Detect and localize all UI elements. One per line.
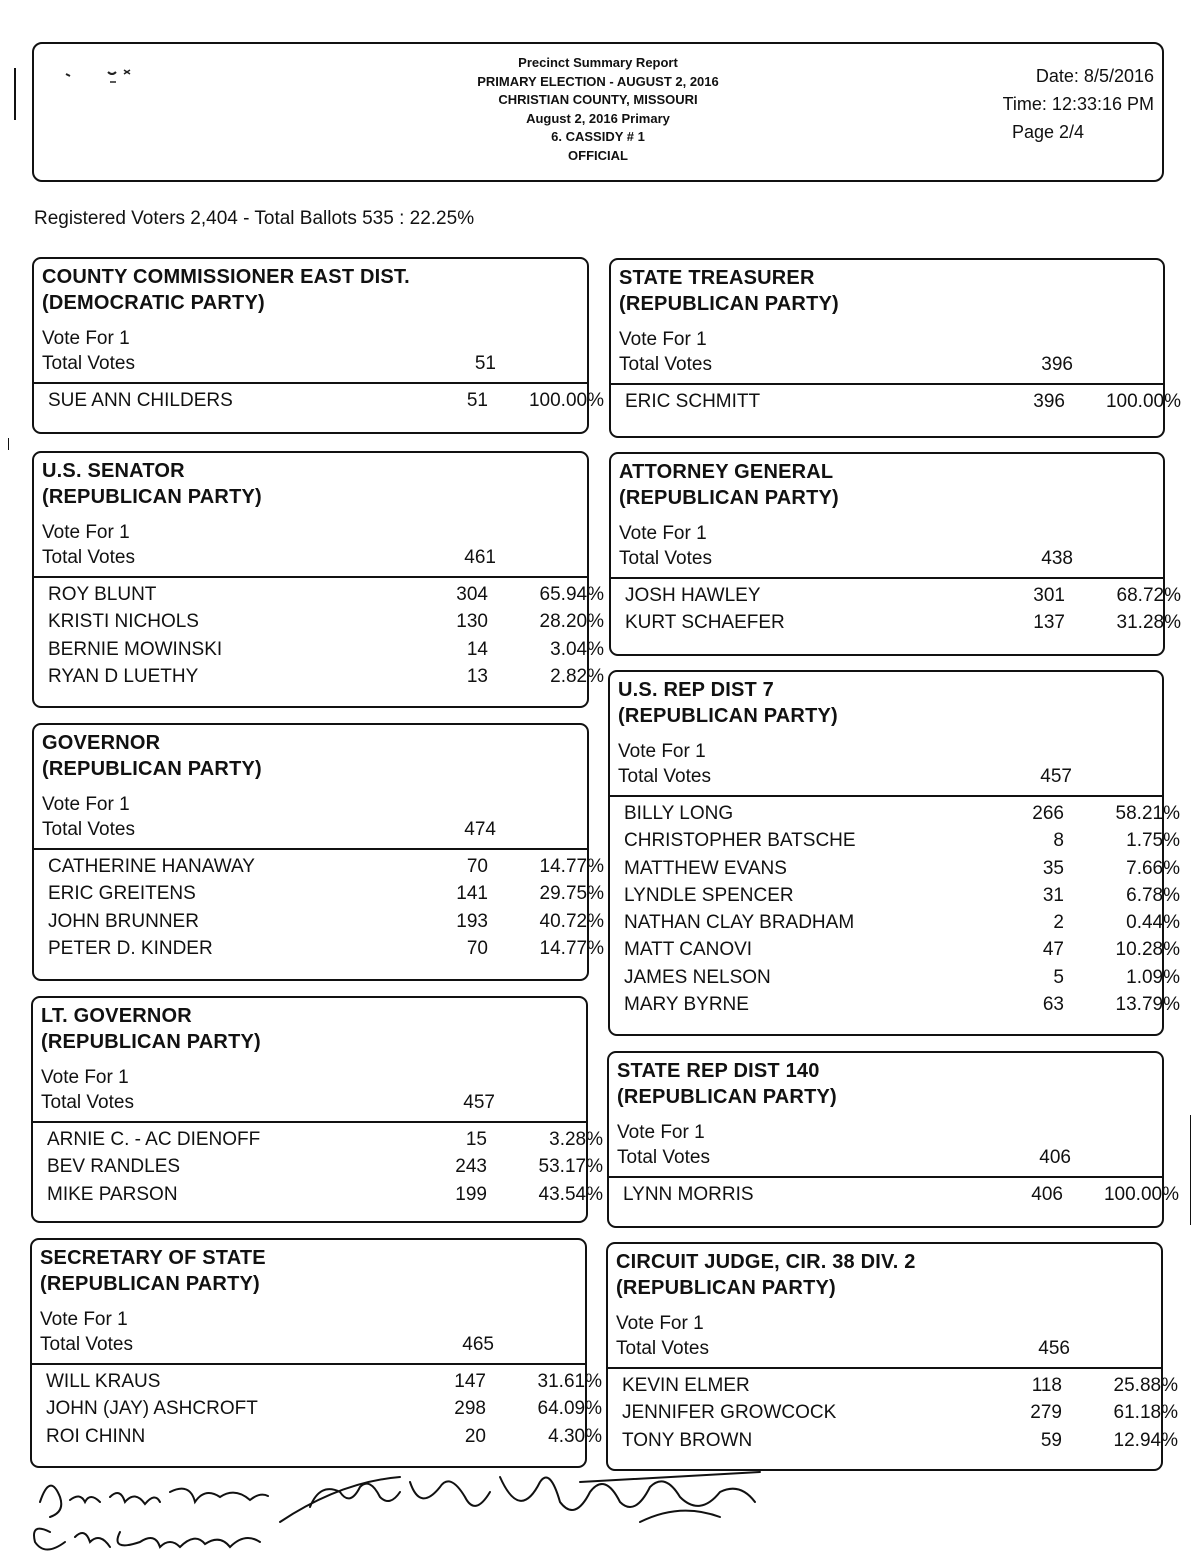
candidate-percent: 31.61% [537,1371,602,1392]
race-title [34,259,587,316]
race-party: (REPUBLICAN PARTY) [40,1273,260,1295]
candidate-row [608,1399,1178,1426]
race-party: (REPUBLICAN PARTY) [616,1277,836,1299]
total-votes-row [616,1336,1153,1362]
race-title [609,1053,1162,1110]
candidate-percent: 13.79% [1115,994,1180,1016]
candidate-name: MIKE PARSON [47,1183,178,1205]
candidate-votes: 130 [456,611,488,633]
candidate-votes: 147 [454,1371,486,1392]
report-page: Page 2/4 [1011,122,1084,142]
candidate-name: BILLY LONG [624,803,734,824]
race-party: (REPUBLICAN PARTY) [619,487,839,509]
candidate-percent: 25.88% [1113,1375,1178,1396]
candidate-votes: 51 [466,390,488,411]
race-box [609,258,1181,438]
candidate-votes: 141 [456,883,488,905]
candidate-row [610,827,1180,854]
candidate-name: PETER D. KINDER [48,937,213,959]
race-box [606,1242,1178,1471]
total-votes-value: 456 [1038,1338,1070,1359]
candidate-row [32,1368,602,1395]
candidate-percent: 2.82% [550,665,604,687]
race-title [611,454,1163,511]
race-title [33,998,586,1055]
candidate-name: JOHN BRUNNER [48,910,199,932]
candidate-percent: 14.77% [539,937,604,959]
candidate-row [610,909,1180,936]
race-office: COUNTY COMMISSIONER EAST DIST. [42,266,410,288]
total-votes-label: Total Votes [42,547,135,568]
heading-line: Precinct Summary Report [518,55,678,70]
total-votes-value: 461 [464,547,496,568]
candidate-votes: 137 [1033,612,1065,634]
total-votes-value: 438 [1041,548,1073,569]
vote-for-label: Vote For 1 [616,1313,704,1334]
candidate-row [32,1395,602,1422]
race-party: (DEMOCRATIC PARTY) [42,292,265,314]
race-office: GOVERNOR [42,732,161,754]
candidate-percent: 61.18% [1113,1402,1178,1424]
candidate-percent: 28.20% [539,611,604,633]
heading-line: PRIMARY ELECTION - AUGUST 2, 2016 [477,73,719,89]
candidate-votes: 243 [455,1156,487,1178]
candidate-name: SUE ANN CHILDERS [48,390,233,411]
heading-line: August 2, 2016 Primary [526,110,670,126]
candidate-votes: 70 [466,937,488,959]
candidate-row [610,936,1180,963]
candidate-percent: 58.21% [1115,803,1180,824]
total-votes-value: 465 [462,1334,494,1355]
candidate-name: LYNDLE SPENCER [624,884,794,906]
candidate-row [34,581,604,608]
registered-voters-summary: Registered Voters 2,404 - Total Ballots 535 : 22.25% [34,208,475,229]
candidate-name: KEVIN ELMER [622,1375,750,1396]
candidate-name: BERNIE MOWINSKI [48,638,223,660]
candidate-percent: 100.00% [1105,391,1181,412]
candidate-votes: 13 [466,665,488,687]
candidate-percent: 1.75% [1126,830,1180,852]
candidate-list [610,797,1180,1018]
race-meta [611,511,1163,572]
candidate-row [34,908,604,935]
candidate-name: LYNN MORRIS [623,1184,754,1205]
race-office: ATTORNEY GENERAL [619,461,834,483]
total-votes-row [618,764,1154,790]
candidate-row [34,608,604,635]
candidate-row [33,1126,603,1153]
total-votes-row [619,546,1155,572]
candidate-name: JENNIFER GROWCOCK [622,1402,837,1424]
race-office: LT. GOVERNOR [41,1005,192,1027]
race-title [611,260,1163,317]
candidate-percent: 12.94% [1113,1429,1178,1451]
candidate-name: MARY BYRNE [624,994,749,1016]
candidate-name: JAMES NELSON [624,966,771,988]
candidate-row [34,853,604,880]
report-date: Date: 8/5/2016 [1035,66,1154,86]
candidate-percent: 43.54% [538,1183,603,1205]
candidate-name: CATHERINE HANAWAY [48,856,255,877]
candidate-list [34,850,604,962]
total-votes-value: 474 [464,819,496,840]
candidate-list [611,385,1181,415]
race-office: U.S. SENATOR [42,460,185,482]
total-votes-value: 457 [1040,766,1072,787]
total-votes-label: Total Votes [40,1334,133,1355]
candidate-percent: 53.17% [538,1156,603,1178]
candidate-row [32,1423,602,1450]
vote-for-label: Vote For 1 [617,1122,705,1143]
candidate-row [609,1181,1179,1208]
candidate-votes: 5 [1053,966,1064,988]
race-meta [34,782,587,843]
total-votes-row [40,1332,577,1358]
candidate-name: MATTHEW EVANS [624,857,787,879]
candidate-name: CHRISTOPHER BATSCHE [624,830,856,852]
candidate-percent: 6.78% [1126,884,1180,906]
race-office: U.S. REP DIST 7 [618,679,775,701]
race-party: (REPUBLICAN PARTY) [618,705,838,727]
candidate-row [611,388,1181,415]
candidate-name: ERIC GREITENS [48,883,196,905]
candidate-row [611,582,1181,609]
heading-line: OFFICIAL [568,147,628,163]
race-party: (REPUBLICAN PARTY) [619,293,839,315]
candidate-votes: 199 [455,1183,487,1205]
candidate-name: RYAN D LUETHY [48,665,199,687]
candidate-percent: 100.00% [1103,1184,1179,1205]
candidate-percent: 65.94% [539,584,604,605]
candidate-votes: 20 [464,1425,486,1447]
candidate-votes: 8 [1053,830,1064,852]
race-box [31,996,603,1223]
candidate-list [611,579,1181,637]
race-box [609,452,1181,656]
vote-for-label: Vote For 1 [618,741,706,762]
report-header [32,42,1164,182]
total-votes-row [41,1090,578,1116]
race-meta [610,729,1162,790]
candidate-row [34,663,604,690]
candidate-name: WILL KRAUS [46,1371,161,1392]
candidate-row [33,1181,603,1208]
race-title [610,672,1162,729]
race-box [608,670,1180,1036]
race-meta [34,316,587,377]
vote-for-label: Vote For 1 [42,794,130,815]
race-box [32,451,604,708]
candidate-name: ERIC SCHMITT [625,391,761,412]
candidate-votes: 118 [1031,1375,1062,1396]
race-party: (REPUBLICAN PARTY) [617,1086,837,1108]
candidate-votes: 298 [454,1398,486,1420]
race-office: STATE TREASURER [619,267,815,289]
candidate-row [34,880,604,907]
candidate-percent: 68.72% [1116,585,1181,606]
candidate-row [33,1153,603,1180]
vote-for-label: Vote For 1 [42,522,130,543]
race-office: SECRETARY OF STATE [40,1247,266,1269]
candidate-percent: 100.00% [528,390,604,411]
total-votes-label: Total Votes [42,819,135,840]
margin-mark [1190,1115,1191,1225]
vote-for-label: Vote For 1 [42,328,130,349]
candidate-name: MATT CANOVI [624,939,753,961]
total-votes-label: Total Votes [42,353,135,374]
candidate-list [32,1365,602,1450]
candidate-list [33,1123,603,1208]
race-office: STATE REP DIST 140 [617,1060,820,1082]
candidate-percent: 31.28% [1116,612,1181,634]
candidate-votes: 396 [1033,391,1065,412]
total-votes-value: 406 [1039,1147,1071,1168]
margin-mark [14,68,16,120]
heading-line: CHRISTIAN COUNTY, MISSOURI [498,92,698,107]
total-votes-row [619,352,1155,378]
candidate-votes: 301 [1033,585,1065,606]
heading-line: 6. CASSIDY # 1 [551,129,645,144]
race-party: (REPUBLICAN PARTY) [42,758,262,780]
race-box [32,257,604,434]
candidate-list [609,1178,1179,1208]
candidate-row [608,1372,1178,1399]
race-title [608,1244,1161,1301]
race-party: (REPUBLICAN PARTY) [41,1031,261,1053]
candidate-list [608,1369,1178,1454]
candidate-percent: 29.75% [539,883,604,905]
candidate-name: KRISTI NICHOLS [48,611,199,633]
race-meta [32,1297,585,1358]
candidate-name: JOHN (JAY) ASHCROFT [46,1398,258,1420]
candidate-votes: 15 [465,1129,487,1150]
candidate-row [610,855,1180,882]
candidate-row [34,935,604,962]
candidate-row [608,1427,1178,1454]
vote-for-label: Vote For 1 [619,523,707,544]
candidate-list [34,384,604,414]
candidate-votes: 70 [466,856,488,877]
candidate-row [610,882,1180,909]
candidate-name: NATHAN CLAY BRADHAM [624,912,855,934]
candidate-row [34,387,604,414]
race-title [32,1240,585,1297]
total-votes-label: Total Votes [618,766,711,787]
candidate-list [34,578,604,690]
candidate-votes: 304 [456,584,488,605]
total-votes-row [42,351,579,377]
candidate-row [34,636,604,663]
race-title [34,725,587,782]
race-meta [608,1301,1161,1362]
race-office: CIRCUIT JUDGE, CIR. 38 DIV. 2 [616,1251,916,1273]
total-votes-value: 51 [474,353,496,374]
candidate-name: JOSH HAWLEY [625,585,761,606]
candidate-row [610,991,1180,1018]
total-votes-row [42,817,579,843]
candidate-votes: 35 [1042,857,1064,879]
candidate-row [611,609,1181,636]
candidate-row [610,964,1180,991]
candidate-votes: 193 [456,910,488,932]
report-heading [34,54,1162,165]
candidate-name: ROI CHINN [46,1425,146,1447]
race-box [607,1051,1179,1228]
candidate-percent: 3.04% [550,638,604,660]
candidate-percent: 14.77% [539,856,604,877]
race-meta [34,510,587,571]
margin-mark [8,438,9,450]
race-meta [611,317,1163,378]
candidate-votes: 59 [1040,1429,1062,1451]
candidate-percent: 1.09% [1126,966,1180,988]
race-meta [609,1110,1162,1171]
vote-for-label: Vote For 1 [41,1067,129,1088]
official-signatures [20,1462,780,1567]
race-box [30,1238,602,1468]
candidate-votes: 47 [1042,939,1064,961]
candidate-name: ARNIE C. - AC DIENOFF [47,1129,261,1150]
total-votes-label: Total Votes [616,1338,709,1359]
candidate-votes: 31 [1042,884,1064,906]
report-meta [1003,62,1154,146]
candidate-name: ROY BLUNT [48,584,157,605]
total-votes-label: Total Votes [617,1147,710,1168]
report-time: Time: 12:33:16 PM [1002,94,1154,114]
candidate-votes: 63 [1042,994,1064,1016]
race-title [34,453,587,510]
total-votes-label: Total Votes [41,1092,134,1113]
race-meta [33,1055,586,1116]
candidate-percent: 10.28% [1115,939,1180,961]
candidate-votes: 14 [466,638,488,660]
candidate-votes: 266 [1032,803,1064,824]
total-votes-value: 396 [1041,354,1073,375]
candidate-percent: 4.30% [548,1425,602,1447]
candidate-name: BEV RANDLES [47,1156,181,1178]
total-votes-label: Total Votes [619,354,712,375]
candidate-votes: 406 [1031,1184,1063,1205]
vote-for-label: Vote For 1 [619,329,707,350]
total-votes-row [617,1145,1154,1171]
candidate-percent: 3.28% [549,1129,603,1150]
race-party: (REPUBLICAN PARTY) [42,486,262,508]
candidate-name: TONY BROWN [622,1429,753,1451]
candidate-percent: 0.44% [1126,912,1180,934]
race-box [32,723,604,981]
total-votes-value: 457 [463,1092,495,1113]
candidate-votes: 279 [1030,1402,1062,1424]
total-votes-label: Total Votes [619,548,712,569]
candidate-percent: 7.66% [1126,857,1180,879]
candidate-row [610,800,1180,827]
total-votes-row [42,545,579,571]
candidate-percent: 64.09% [537,1398,602,1420]
vote-for-label: Vote For 1 [40,1309,128,1330]
candidate-percent: 40.72% [539,910,604,932]
candidate-votes: 2 [1053,912,1064,934]
candidate-name: KURT SCHAEFER [625,612,785,634]
